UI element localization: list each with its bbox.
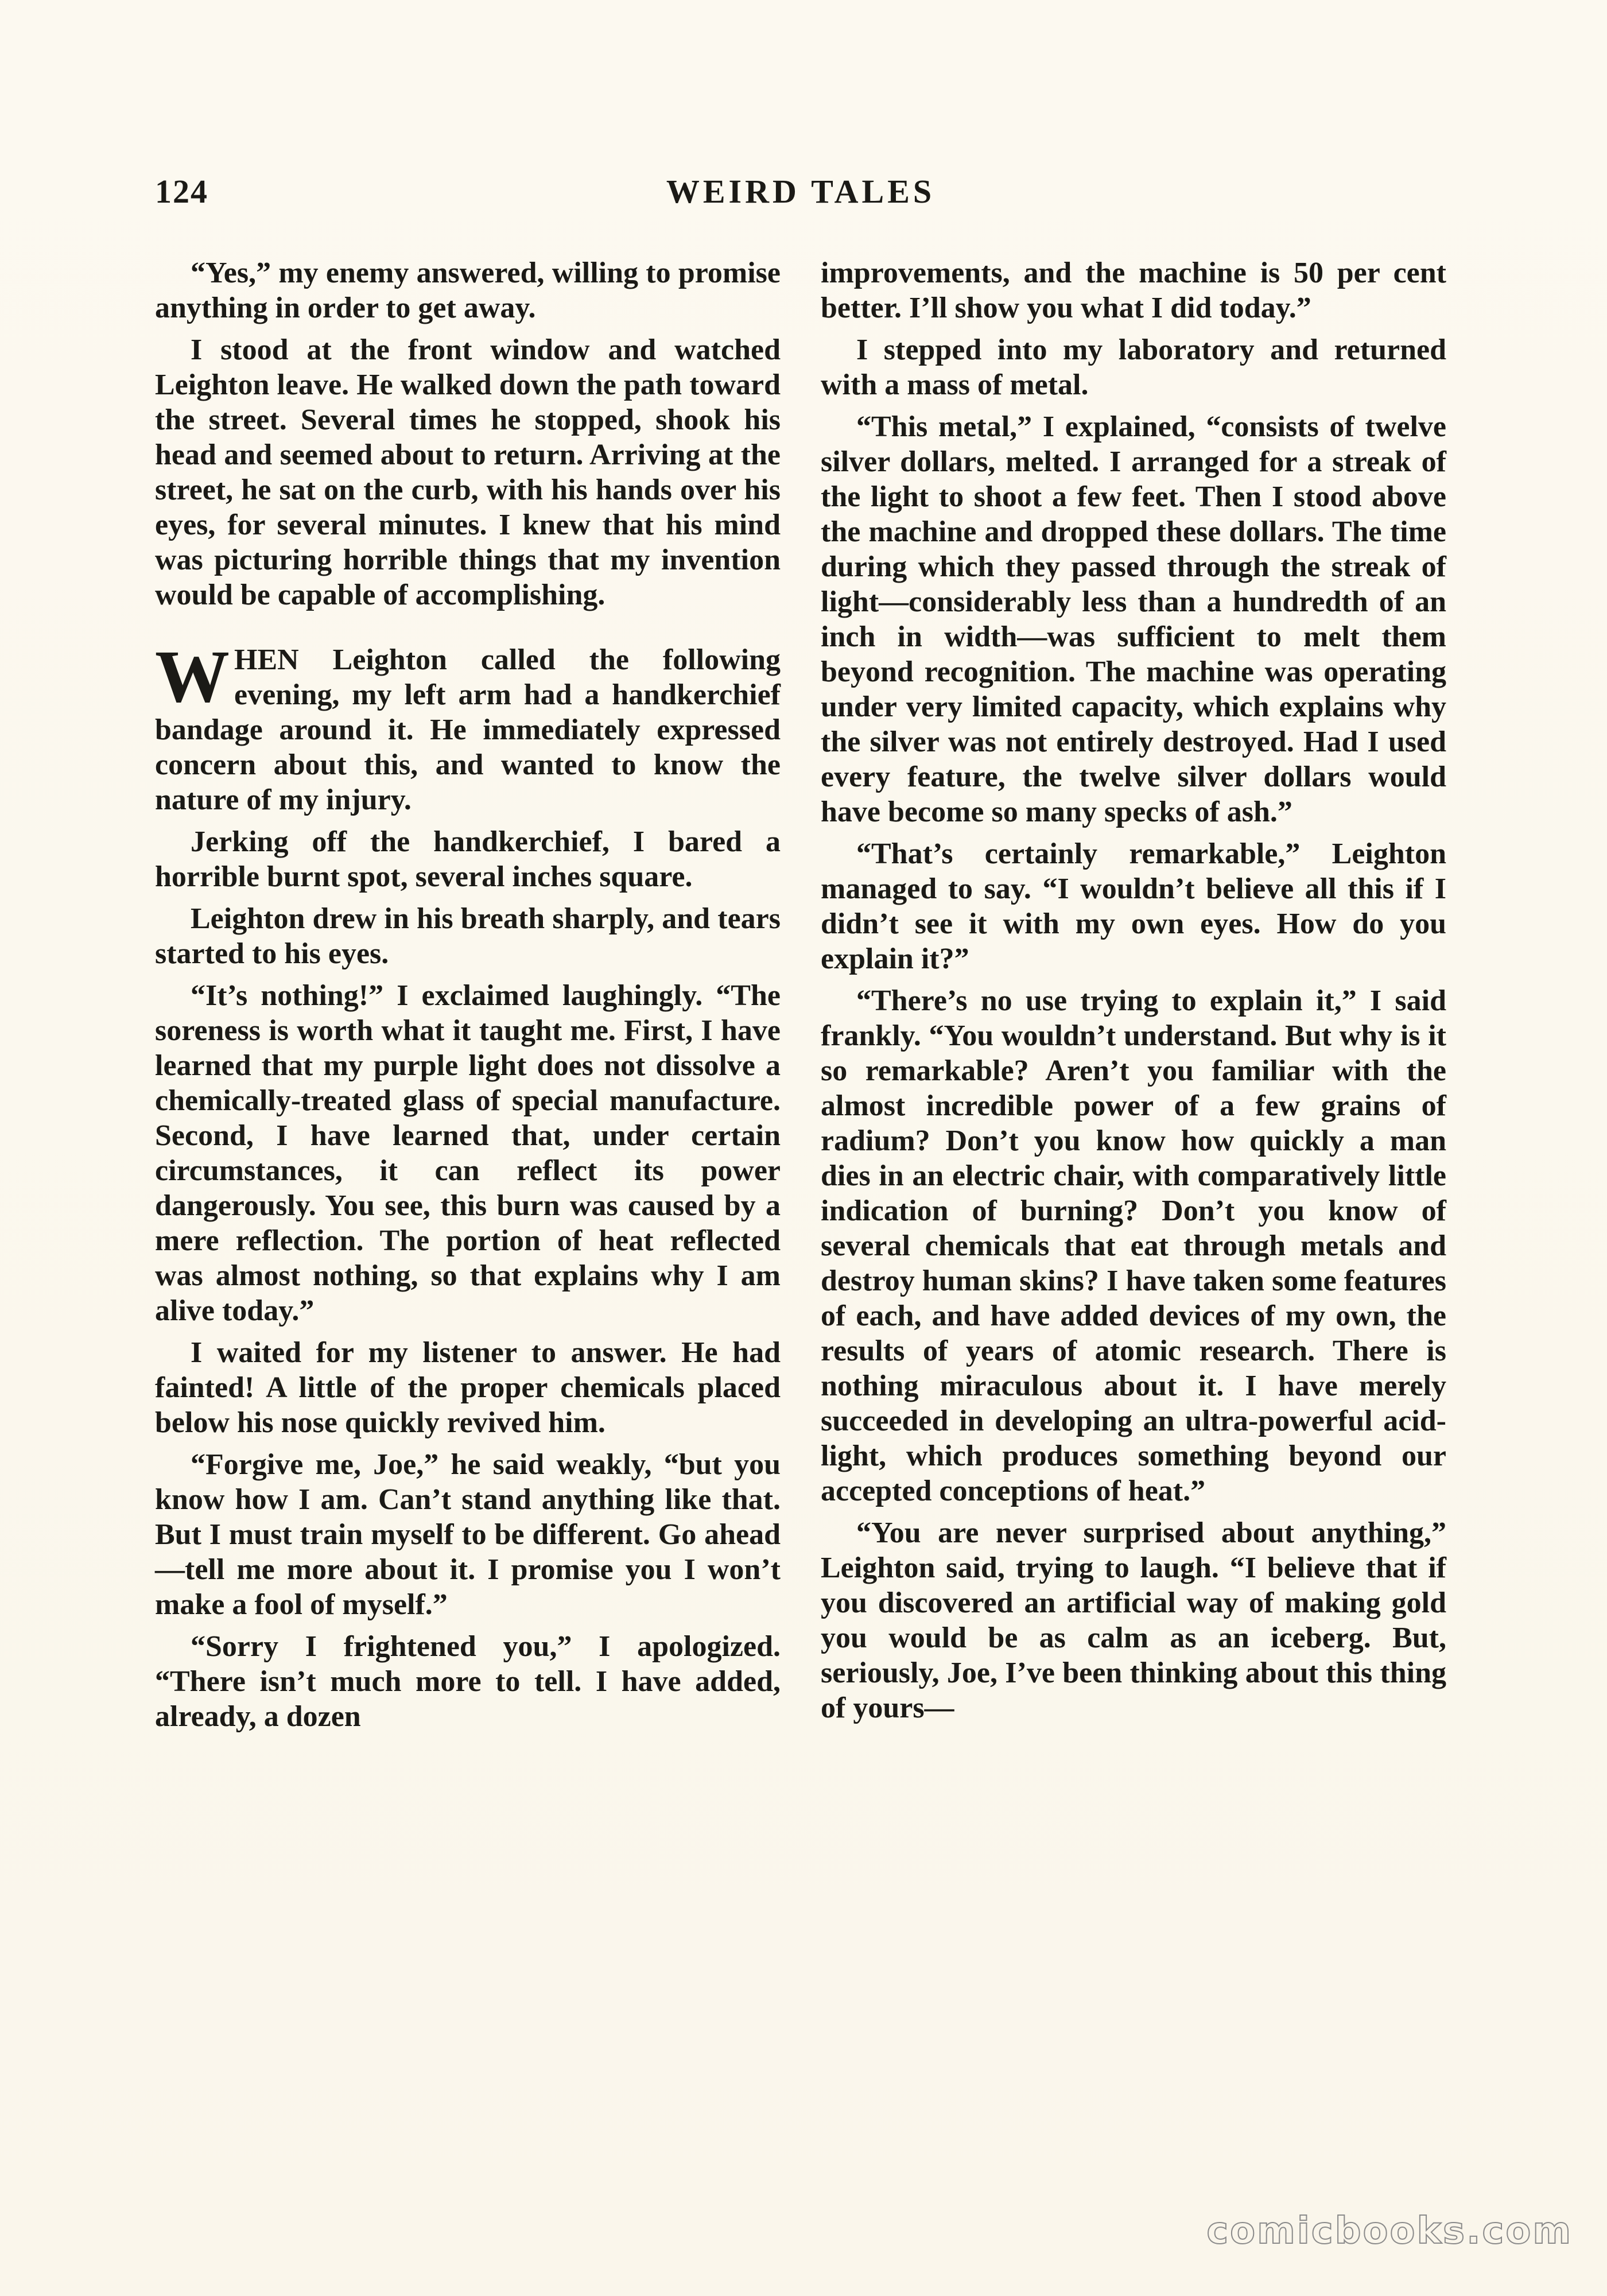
paragraph: Jerking off the handkerchief, I bared a horrible burnt spot, several inches square. [155,825,781,893]
magazine-title: WEIRD TALES [666,173,936,210]
page-header [155,172,1446,224]
paragraph: I waited for my listener to answer. He had fainted! A little of the proper chemicals placed below his nose quickly revived him. [155,1336,781,1439]
page-number: 124 [155,173,208,210]
paragraph: improvements, and the machine is 50 per cent better. I’ll show you what I did today.” [821,257,1446,324]
paragraph: “Sorry I frightened you,” I apologized. “There isn’t much more to tell. I have added, already, a dozen [155,1630,781,1733]
site-watermark: comicbooks.com [1206,2210,1573,2252]
paragraph: “You are never surprised about anything,” Leighton said, trying to laugh. “I believe that if you discovered an artificial way of making gold you would be as calm as an iceberg. But, seriously, Joe, I’ve been thinking about this thing of yours— [821,1517,1446,1724]
paragraph: “It’s nothing!” I exclaimed laughingly. “The soreness is worth what it taught me. First, I have learned that my purple light does not dissolve a chemically-treated glass of special manufacture. Second, I have learned that, under certain circumstances, it can reflect its power dangerously. You see, this burn was caused by a mere reflection. The portion of heat reflected was almost nothing, so that explains why I am alive today.” [155,979,781,1327]
paragraph: Leighton drew in his breath sharply, and tears started to his eyes. [155,902,781,970]
section-opening-text: Leighton called the following evening, my left arm had a handkerchief bandage around it. He immediately expressed concern about this, and wanted to know the nature of my injury. [155,643,781,816]
section-opening-word: HEN [234,643,299,676]
paragraph: “This metal,” I explained, “consists of twelve silver dollars, melted. I arranged for a streak of the light to shoot a few feet. Then I stood above the machine and dropped these dollars. The time during which they passed through the streak of light—considerably less than a hundredth of an inch in width—was sufficient to melt them beyond recognition. The machine was operating under very limited capacity, which explains why the silver was not entirely destroyed. Had I used every feature, the twelve silver dollars would have become so many specks of ash.” [821,410,1446,828]
drop-cap: W [155,635,230,718]
paragraph: “That’s certainly remarkable,” Leighton managed to say. “I wouldn’t believe all this if I didn’t see it with my own eyes. How do you explain it?” [821,837,1446,975]
paragraph: I stepped into my laboratory and returned with a mass of metal. [821,333,1446,401]
left-column [155,255,781,2144]
section-opening-paragraph [155,635,781,817]
paragraph: “There’s no use trying to explain it,” I said frankly. “You wouldn’t understand. But why is it so remarkable? Aren’t you familiar with the almost incredible power of a few grains of radium? Don’t you know how quickly a man dies in an electric chair, with comparatively little indication of burning? Don’t you know of several chemicals that eat through metals and destroy human skins? I have taken some features of each, and have added devices of my own, the results of years of atomic research. There is nothing miraculous about it. I have merely succeeded in developing an ultra-powerful acid-light, which produces something beyond our accepted conceptions of heat.” [821,984,1446,1507]
right-column [821,255,1446,2144]
paragraph: “Forgive me, Joe,” he said weakly, “but you know how I am. Can’t stand anything like that. But I must train myself to be different. Go ahead—tell me more about it. I promise you I won’t make a fool of myself.” [155,1448,781,1621]
paragraph: I stood at the front window and watched Leighton leave. He walked down the path toward the street. Several times he stopped, shook his head and seemed about to return. Arriving at the street, he sat on the curb, with his hands over his eyes, for several minutes. I knew that his mind was picturing horrible things that my invention would be capable of accomplishing. [155,333,781,611]
paragraph: “Yes,” my enemy answered, willing to promise anything in order to get away. [155,257,781,324]
